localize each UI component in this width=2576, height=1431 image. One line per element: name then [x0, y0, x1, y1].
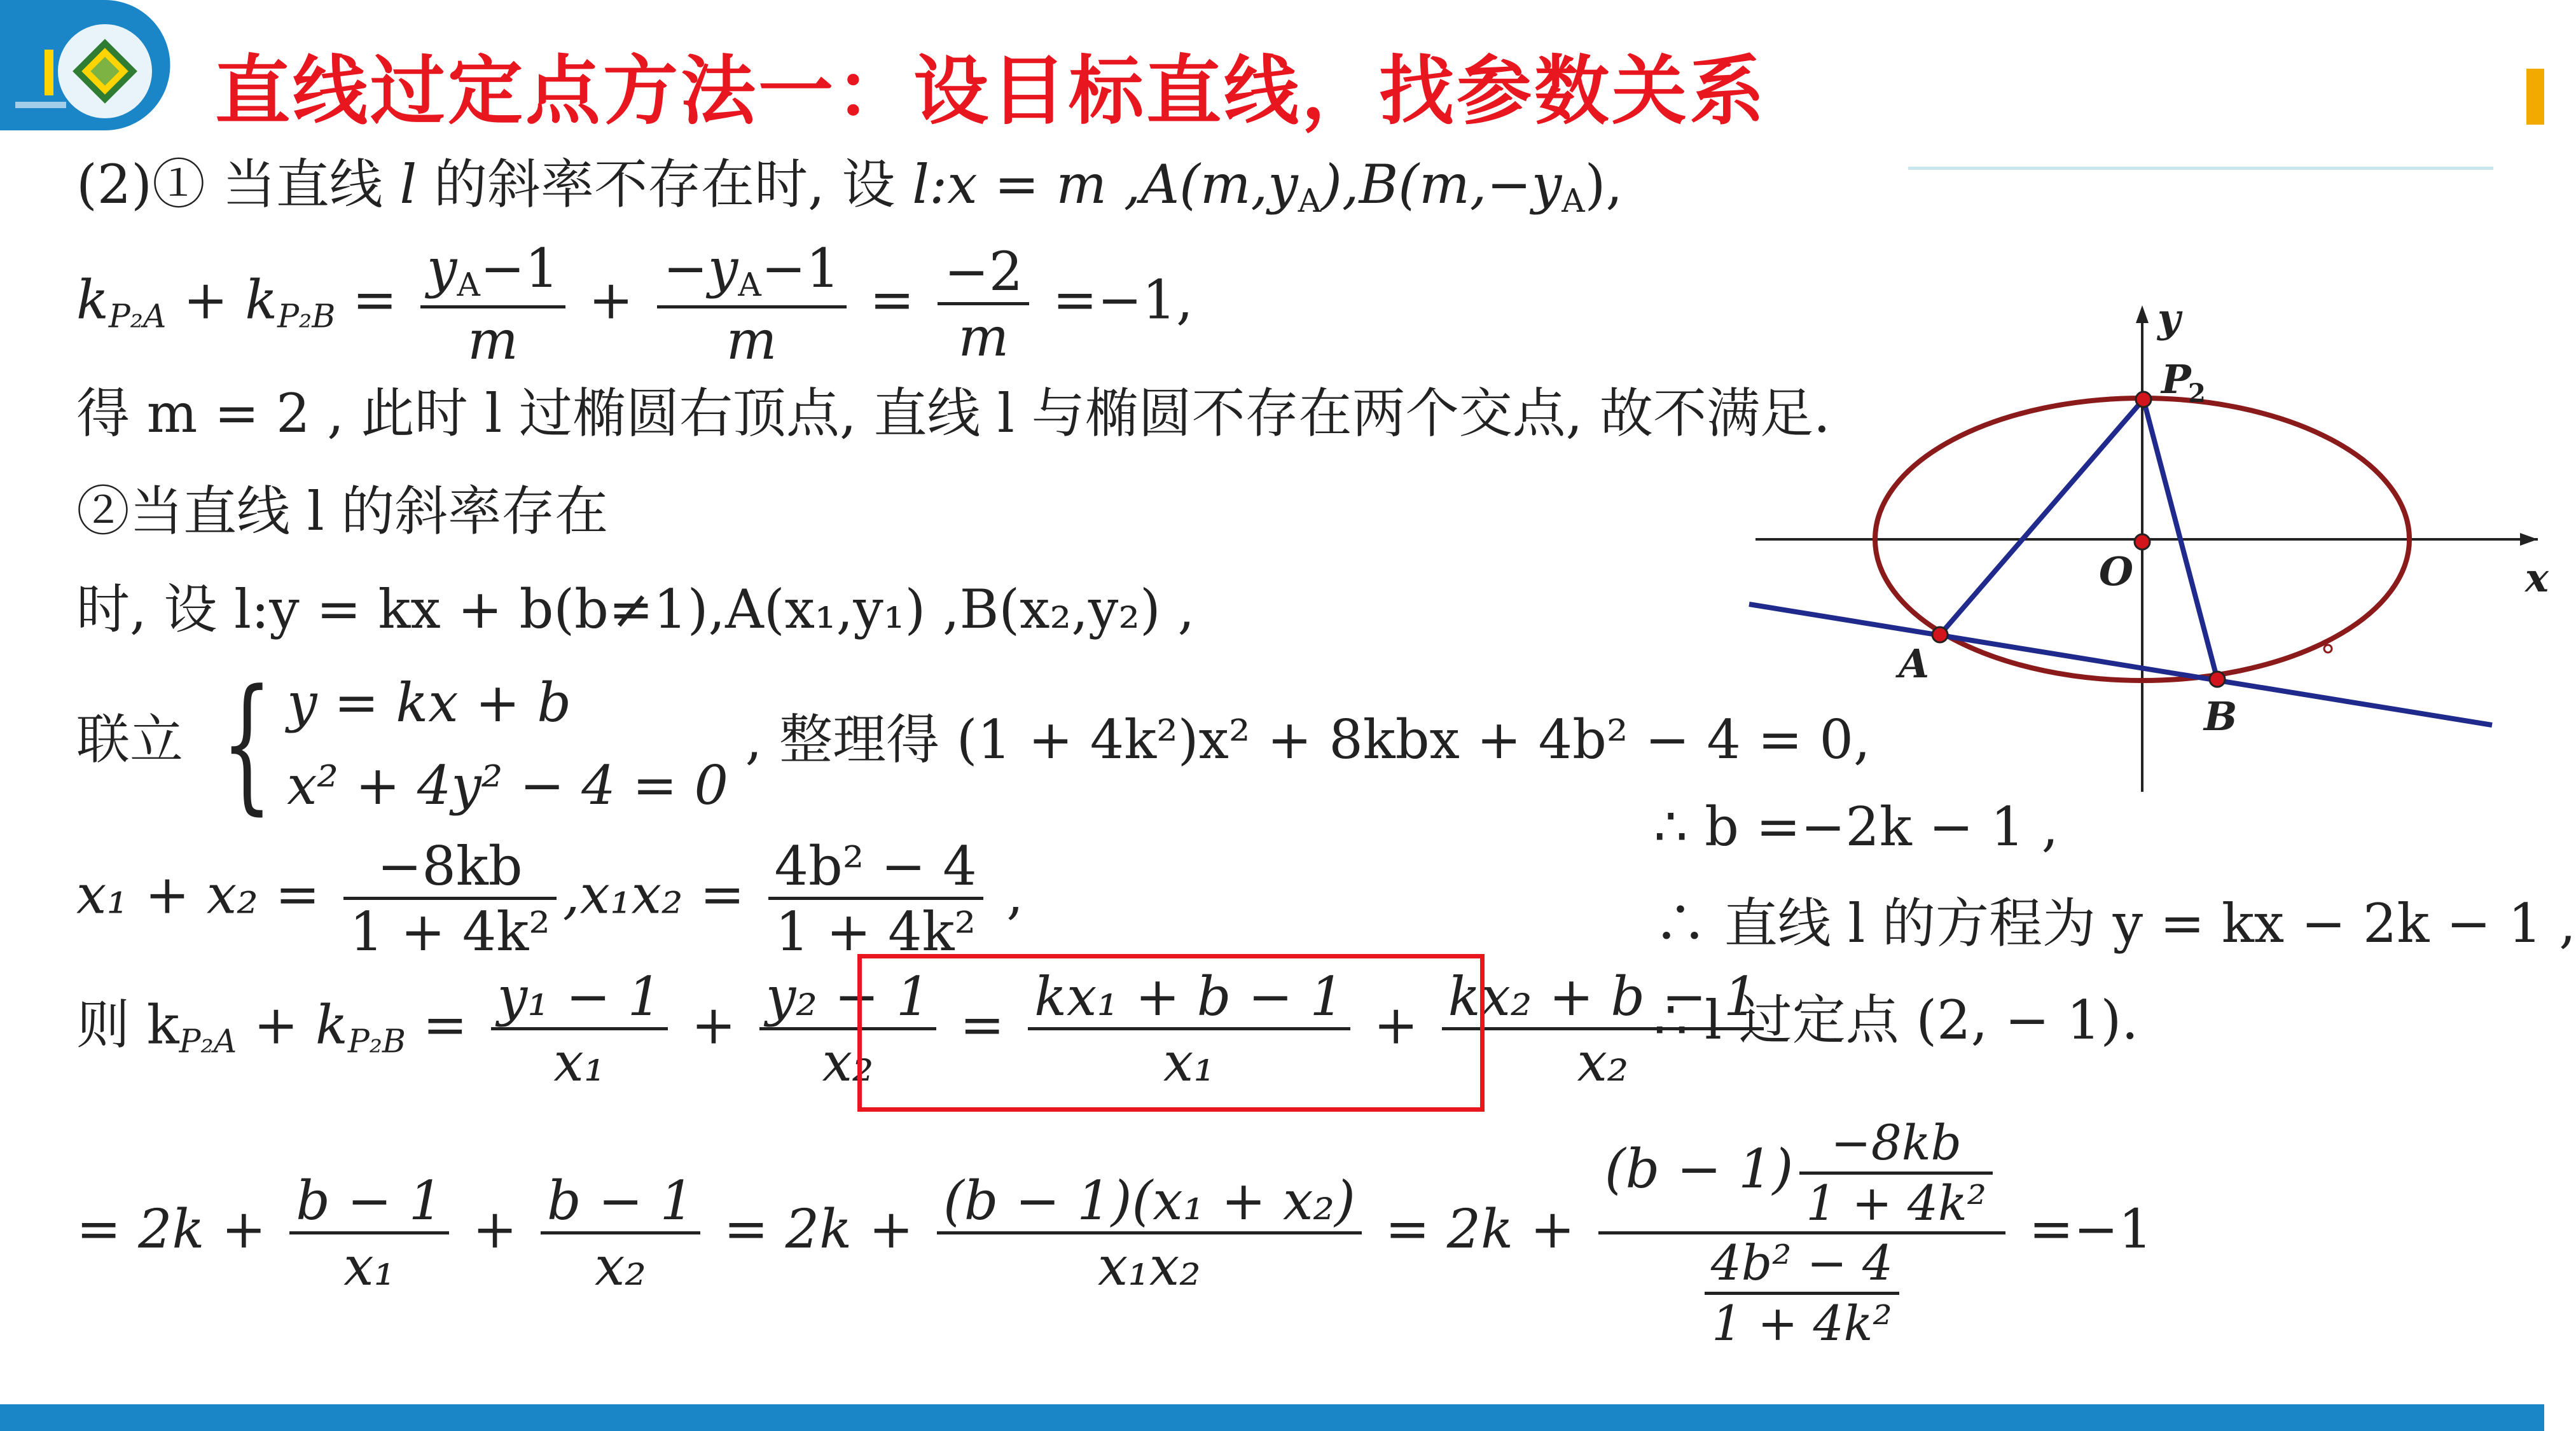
numerator: −8kb: [343, 840, 557, 900]
solution-line-6: [76, 661, 1871, 827]
title-underline: [1908, 167, 2493, 170]
solution-line-7: [76, 835, 1024, 963]
numerator: (b − 1): [1604, 1138, 1794, 1201]
fraction: [1598, 1115, 2005, 1352]
denominator: m: [726, 308, 777, 371]
math-fragment: ,x₁x₂ =: [562, 863, 745, 926]
logo-badge: [0, 0, 172, 146]
ellipse-marker: [2324, 645, 2332, 653]
denominator: 1 + 4k²: [349, 901, 550, 963]
denominator: x₁: [1163, 1031, 1215, 1093]
text-fragment: 的斜率不存在时, 设: [417, 153, 913, 216]
math-fragment: ),B(m,−y: [1321, 153, 1562, 216]
numerator: y₁ − 1: [491, 970, 668, 1030]
numerator: −1: [761, 237, 840, 300]
text-fragment: 联立: [76, 709, 184, 771]
solution-line-9: = 2k + $\frac{b - 1}{\text{x₁}}$ + $\frac{b - 1}{\text{x₂}}$ = 2k + $\frac{\text{(b − 1)(x₁ + x₂)}}{\text{x₁x₂}}$ = 2k + (b − 1) $\frac{-8kb}{\text{1 + 4k²}}$ $\frac{\text{4b² − 4}}{\text{1 + 4k²}}$ =−1: [76, 1115, 2152, 1352]
fraction: [343, 835, 557, 963]
label-y: y: [2157, 295, 2181, 342]
denominator: x₁: [553, 1031, 606, 1093]
fraction: $\frac{-y_A-1}{m}$: [657, 242, 847, 367]
fraction: [1799, 1115, 1993, 1231]
numerator: y₂ − 1: [759, 970, 936, 1030]
denominator: x₂: [1577, 1031, 1629, 1093]
conclusion-line-2: ∴ 直线 l 的方程为 y = kx − 2k − 1 ,: [1654, 892, 2576, 955]
math-fragment: = 2k +: [723, 1198, 914, 1261]
denominator: 1 + 4k²: [1806, 1175, 1987, 1231]
fraction: [289, 1170, 449, 1298]
solution-line-5: 时, 设 l:y = kx + b(b≠1),A(x₁,y₁) ,B(x₂,y₂) ,: [76, 578, 1195, 640]
label-p2-subscript: 2: [2188, 378, 2206, 408]
segment-p2a: [1940, 399, 2143, 635]
denominator: m: [958, 305, 1009, 368]
solution-line-8: 则 $k_{P_2A} + k_{P_2B}$ = $\frac{\text{y₁ − 1}}{\text{x₁}}$ + $\frac{\text{y₂ − 1}}{\text{x₂}}$ = $\frac{\text{kx₁ + b − 1}}{\text{x₁}}$ + $\frac{\text{kx₂ + b − 1}}{\text{x₂}}$: [76, 970, 1770, 1089]
label-p2: P: [2161, 356, 2191, 403]
math-fragment: = 2k +: [76, 1198, 267, 1261]
numerator: b − 1: [289, 1174, 449, 1234]
text-fragment: 则 k: [76, 993, 179, 1056]
brace-icon: {: [221, 659, 273, 829]
equation: x² + 4y² − 4 = 0: [287, 754, 728, 817]
equation: y = kx + b: [287, 672, 572, 734]
numerator: kx₂ + b − 1: [1442, 970, 1764, 1030]
numerator: y: [427, 237, 457, 300]
math-fragment: ,A(m,y: [1107, 153, 1298, 216]
subscript: A: [1562, 182, 1585, 220]
text-fragment: ),: [1584, 153, 1623, 216]
denominator: x₁x₂: [1097, 1235, 1201, 1298]
fraction: [491, 965, 668, 1093]
math-fragment: = 2k +: [1385, 1198, 1575, 1261]
corner-accent: [2526, 69, 2544, 125]
fraction: $\frac{y_A-1}{m}$: [420, 242, 565, 367]
line-l: [1749, 604, 2492, 725]
point-b: [2210, 672, 2225, 687]
text-fragment: =−1: [2028, 1198, 2152, 1261]
conclusion-line-1: ∴ b =−2k − 1 ,: [1654, 796, 2059, 858]
denominator: x₂: [594, 1235, 647, 1298]
label-a: A: [1899, 640, 1930, 687]
math-fragment: x₁ + x₂ =: [76, 863, 320, 926]
text-fragment: (2)① 当直线: [76, 153, 400, 216]
text-fragment: ,: [1006, 863, 1024, 926]
numerator: −y: [663, 237, 738, 300]
label-b: B: [2204, 693, 2238, 740]
fraction: [768, 835, 983, 963]
numerator: b − 1: [541, 1174, 700, 1234]
text-fragment: , 整理得 (1 + 4k²)x² + 8kbx + 4b² − 4 = 0,: [745, 709, 1871, 771]
point-o: [2135, 534, 2150, 550]
numerator: kx₁ + b − 1: [1028, 970, 1350, 1030]
label-x: x: [2525, 555, 2549, 601]
highlight-box: [857, 954, 1485, 1112]
fraction: [1705, 1235, 1899, 1352]
text-fragment: =−1,: [1052, 268, 1193, 331]
point-p2: [2136, 392, 2151, 407]
conclusion-line-3: ∴ l 过定点 (2, − 1).: [1654, 989, 2139, 1051]
fraction: [937, 1170, 1362, 1298]
math-fragment: l:x = m: [912, 153, 1107, 216]
denominator: 1 + 4k²: [775, 901, 976, 963]
numerator: −8kb: [1799, 1119, 1993, 1175]
ellipse-diagram: [1743, 293, 2549, 801]
numerator: 4b² − 4: [1705, 1240, 1899, 1295]
bottom-bar: [0, 1404, 2544, 1431]
equation-system: [287, 661, 728, 827]
numerator: 4b² − 4: [768, 840, 983, 900]
solution-line-2: $k_{P_2A} + k_{P_2B}$ = $\frac{y_A-1}{m}$ + $\frac{-y_A-1}{m}$ = $\frac{-2}{m}$ =−1,: [76, 237, 1193, 371]
solution-line-3: 得 m = 2 , 此时 l 过椭圆右顶点, 直线 l 与椭圆不存在两个交点, 故不满足.: [76, 382, 1831, 445]
point-a: [1932, 627, 1948, 642]
fraction: [541, 1170, 700, 1298]
math-fragment: k: [76, 268, 109, 331]
denominator: m: [467, 308, 518, 371]
solution-line-4: ②当直线 l 的斜率存在: [76, 480, 609, 543]
x-axis-arrow-icon: [2520, 533, 2538, 546]
page-title: 直线过定点方法一：设目标直线，找参数关系: [215, 47, 1768, 135]
numerator: (b − 1)(x₁ + x₂): [937, 1174, 1362, 1234]
numerator: −2: [938, 245, 1029, 305]
denominator: x₂: [822, 1031, 874, 1093]
y-axis-arrow-icon: [2136, 305, 2149, 323]
solution-line-1: (2)① 当直线 l 的斜率不存在时, 设 l:x = m $,A(m,y_A),B(m,-y_A)$,: [76, 153, 1623, 220]
label-o: O: [2099, 548, 2134, 595]
subscript: A: [1298, 182, 1322, 220]
fraction: [938, 240, 1029, 368]
denominator: x₁: [343, 1235, 396, 1298]
denominator: 1 + 4k²: [1712, 1295, 1892, 1352]
numerator: −1: [480, 237, 559, 300]
